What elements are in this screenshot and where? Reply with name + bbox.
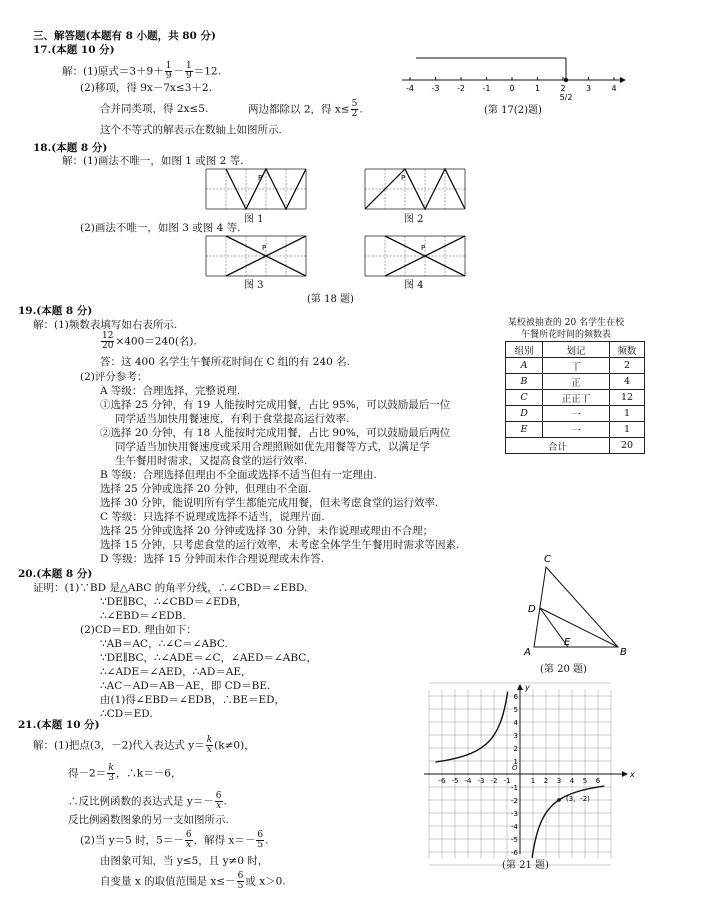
function-graph (424, 683, 654, 857)
q20-line5: ∵AB＝AC，∴∠C＝∠ABC. (100, 638, 228, 650)
graph-x-tick-label: 2 (543, 777, 549, 785)
q20-heading: 20.(本题 8 分) (18, 568, 93, 580)
triangle-figure (520, 552, 640, 662)
graph-x-tick-label: -5 (451, 777, 459, 785)
axis-tick-label: 4 (611, 84, 617, 93)
q19-line11: B 等级：合理选择但理由不全面或选择不适当但有一定理由. (100, 469, 377, 481)
axis-tick-label: -4 (406, 84, 414, 93)
fig1-label: 图 1 (244, 214, 264, 225)
label-b: B (620, 647, 627, 658)
q20-line7: ∴∠ADE＝∠AED，∴AD＝AE， (100, 666, 252, 678)
q21-line6: 由图象可知，当 y≤5，且 y≠0 时， (100, 855, 269, 867)
q21-caption: (第 21 题) (502, 860, 549, 871)
q21-line2: 得－2＝ $\frac{k}{3}$ ，∴k＝－6， (68, 763, 182, 783)
x-axis-arrow-icon (622, 771, 628, 777)
q19-line15: 选择 25 分钟或选择 20 分钟或选择 30 分钟，未作说理或理由不合理； (100, 525, 434, 537)
q20-line8: ∴AC－AD＝AB－AE，即 CD＝BE. (100, 680, 271, 692)
q19-line14: C 等级：只选择不说理或选择不适当，说理片面. (100, 511, 325, 523)
axis-tick-label: 0 (509, 84, 515, 93)
q20-line10: ∴CD＝ED. (100, 708, 153, 720)
q19-line10: 生午餐用时需求，又提高食堂的运行效率. (115, 455, 308, 467)
segment-bd (540, 608, 618, 647)
graph-x-tick-label: 5 (582, 777, 588, 785)
q21-line3: ∴反比例函数的表达式是 y＝－ $\frac{6}{x}$ . (68, 791, 227, 811)
graph-x-tick-label: -3 (477, 777, 485, 785)
frac-1-9-b: $\frac{1}{9}$ (185, 61, 192, 81)
table-row: D 一 1 (506, 406, 645, 422)
graph-x-tick-label: 1 (530, 777, 536, 785)
q17-caption: (第 17(2)题) (484, 105, 542, 116)
graph-y-tick-label: 4 (513, 719, 518, 727)
q20-caption: (第 20 题) (540, 664, 587, 675)
q17-heading: 17.(本题 10 分) (33, 44, 115, 56)
q19-line16: 选择 15 分钟，只考虑食堂的运行效率，未考虑全体学生午餐用时需求等因素. (100, 539, 460, 551)
q21-line1: 解：(1)把点(3，－2)代入表达式 y＝ $\frac{k}{x}$ (k≠0)， (33, 735, 255, 755)
graph-y-tick-label: -4 (511, 823, 518, 831)
q21-heading: 21.(本题 10 分) (18, 719, 100, 731)
section-title: 三、解答题(本题有 8 小题，共 80 分) (33, 30, 216, 42)
axis-tick-label: 1 (534, 84, 541, 93)
frequency-table (505, 341, 645, 454)
fig4-label: 图 4 (404, 280, 424, 291)
graph-x-tick-label: 6 (595, 777, 601, 785)
axis-tick-label: -1 (482, 84, 491, 93)
table-row: A 丅 2 (506, 358, 645, 374)
point-3-neg2 (557, 798, 561, 802)
y-axis-arrow-icon (517, 684, 523, 690)
point-p-4: P (421, 244, 426, 252)
q17-line4: 这个不等式的解表示在数轴上如图所示. (100, 124, 282, 136)
table-row: B 正 4 (506, 374, 645, 390)
table-title-1: 某校被抽查的 20 名学生在校 (507, 318, 625, 328)
graph-x-label: x (630, 770, 635, 779)
q20-line6: ∵DE∥BC，∴∠ADE＝∠C，∠AED＝∠ABC， (100, 652, 317, 664)
graph-y-tick-label: -1 (511, 784, 518, 792)
q21-line7: 自变量 x 的取值范围是 x≤－ $\frac{6}{5}$ 或 x＞0. (100, 871, 286, 891)
graph-x-tick-label: 3 (556, 777, 562, 785)
q20-line1: 证明：(1)∵BD 是△ABC 的角平分线，∴∠CBD＝∠EBD. (33, 582, 308, 594)
q19-line3: 答：这 400 名学生午餐所花时间在 C 组的有 240 名. (100, 356, 350, 368)
graph-y-tick-label: 2 (513, 745, 518, 753)
graph-y-tick-label: 1 (513, 758, 518, 766)
graph-x-tick-label: 4 (569, 777, 575, 785)
point-p-3: P (262, 244, 267, 252)
mark-5-2: 5/2 (559, 93, 573, 102)
label-c: C (544, 554, 551, 565)
table-total-row: 合计 20 (506, 438, 645, 454)
label-e: E (564, 637, 571, 648)
q20-line3: ∴∠EBD＝∠EDB. (100, 610, 186, 622)
graph-y-tick-label: 5 (513, 706, 518, 714)
table-title-2: 午餐所花时间的频数表 (520, 330, 611, 340)
grid-figure-1 (196, 168, 316, 210)
q17-line3a: 合并同类项，得 2x≤5. (100, 103, 209, 115)
q19-heading: 19.(本题 8 分) (18, 305, 93, 317)
graph-y-tick-label: -2 (511, 797, 518, 805)
q19-line6: ①选择 25 分钟，有 19 人能按时完成用餐，占比 95%，可以鼓励最后一位 (100, 399, 451, 411)
q19-line5: A 等级：合理选择，完整说理. (100, 385, 241, 397)
axis-tick-label: 2 (560, 84, 566, 93)
q18-heading: 18.(本题 8 分) (33, 142, 108, 154)
q18-line1: 解：(1)画法不唯一，如图 1 或图 2 等. (62, 155, 244, 167)
q21-line4: 反比例函数图象的另一支如图所示. (68, 814, 229, 826)
fig3-label: 图 3 (244, 280, 264, 291)
frac-1-9: $\frac{1}{9}$ (165, 61, 172, 81)
axis-tick-label: -2 (457, 84, 465, 93)
graph-y-tick-label: -3 (511, 810, 518, 818)
label-d: D (528, 604, 536, 615)
graph-origin-label: O (512, 764, 518, 772)
q19-line7: 同学适当加快用餐速度，有利于食堂提高运行效率. (115, 413, 350, 425)
number-line-figure (398, 50, 628, 102)
grid-figure-2 (355, 168, 475, 210)
q17-line3b: 两边都除以 2，得 x≤ $\frac{5}{2}$ . (248, 99, 363, 119)
axis-tick-label: 3 (585, 84, 592, 93)
graph-y-tick-label: 3 (513, 732, 518, 740)
q19-line12: 选择 25 分钟或选择 20 分钟，但理由不全面. (100, 483, 312, 495)
q20-line4: (2)CD＝ED. 理由如下： (80, 624, 197, 636)
point-p-2: P (401, 174, 406, 182)
graph-y-tick-label: -6 (511, 849, 518, 857)
axis-tick-label: -3 (431, 84, 440, 93)
graph-y-tick-label: -5 (511, 836, 518, 844)
axis-arrow-icon (620, 77, 626, 83)
q19-line13: 选择 30 分钟，能说明所有学生都能完成用餐，但未考虑食堂的运行效率. (100, 497, 439, 509)
fig2-label: 图 2 (404, 214, 424, 225)
table-row: E 一 1 (506, 422, 645, 438)
graph-y-tick-label: 6 (513, 693, 518, 701)
solution-point (564, 78, 568, 82)
q19-calc: $\frac{12}{20}$ ×400＝240(名). (102, 331, 197, 351)
graph-y-label: y (525, 683, 530, 692)
grid-figure-4 (355, 235, 475, 277)
q17-line2: (2)移项，得 9x－7x≤3＋2. (80, 82, 212, 94)
table-header-row: 组别 划记 频数 (506, 342, 645, 358)
graph-x-tick-label: -4 (464, 777, 472, 785)
q20-line9: 由(1)得∠EBD＝∠EDB，∴BE＝ED， (100, 694, 286, 706)
table-row: C 正正丅 12 (506, 390, 645, 406)
label-a: A (524, 647, 531, 658)
q19-line17: D 等级：选择 15 分钟而未作合理说理或未作答. (100, 553, 325, 565)
q19-line4: (2)评分参考： (80, 371, 148, 383)
point-p-1: P (258, 174, 263, 182)
graph-x-tick-label: -1 (503, 777, 511, 785)
graph-point-label: (3，-2) (566, 795, 590, 803)
graph-x-tick-label: -2 (490, 777, 498, 785)
q19-line9: 同学适当加快用餐速度或采用合理照顾如优先用餐等方式，以满足学 (115, 441, 430, 453)
hyperbola-branch-upper-left (436, 692, 508, 762)
q17-line1: 解：(1)原式＝3＋9＋ $\frac{1}{9}$ － $\frac{1}{9}$ ＝12. (62, 61, 221, 81)
q21-line5: (2)当 y＝5 时，5＝－ $\frac{6}{x}$ ，解得 x＝－ $\frac{6}{5}$ . (80, 830, 269, 850)
q19-line8: ②选择 20 分钟，有 18 人能按时完成用餐，占比 90%，可以鼓励最后两位 (100, 427, 451, 439)
graph-x-tick-label: -6 (438, 777, 446, 785)
q20-line2: ∵DE∥BC，∴∠CBD＝∠EDB， (100, 596, 248, 608)
q19-line1: 解：(1)频数表填写如右表所示. (33, 319, 178, 331)
q18-line2: (2)画法不唯一，如图 3 或图 4 等. (80, 222, 241, 234)
grid-figure-3 (196, 235, 316, 277)
q18-caption: (第 18 题) (307, 294, 354, 305)
